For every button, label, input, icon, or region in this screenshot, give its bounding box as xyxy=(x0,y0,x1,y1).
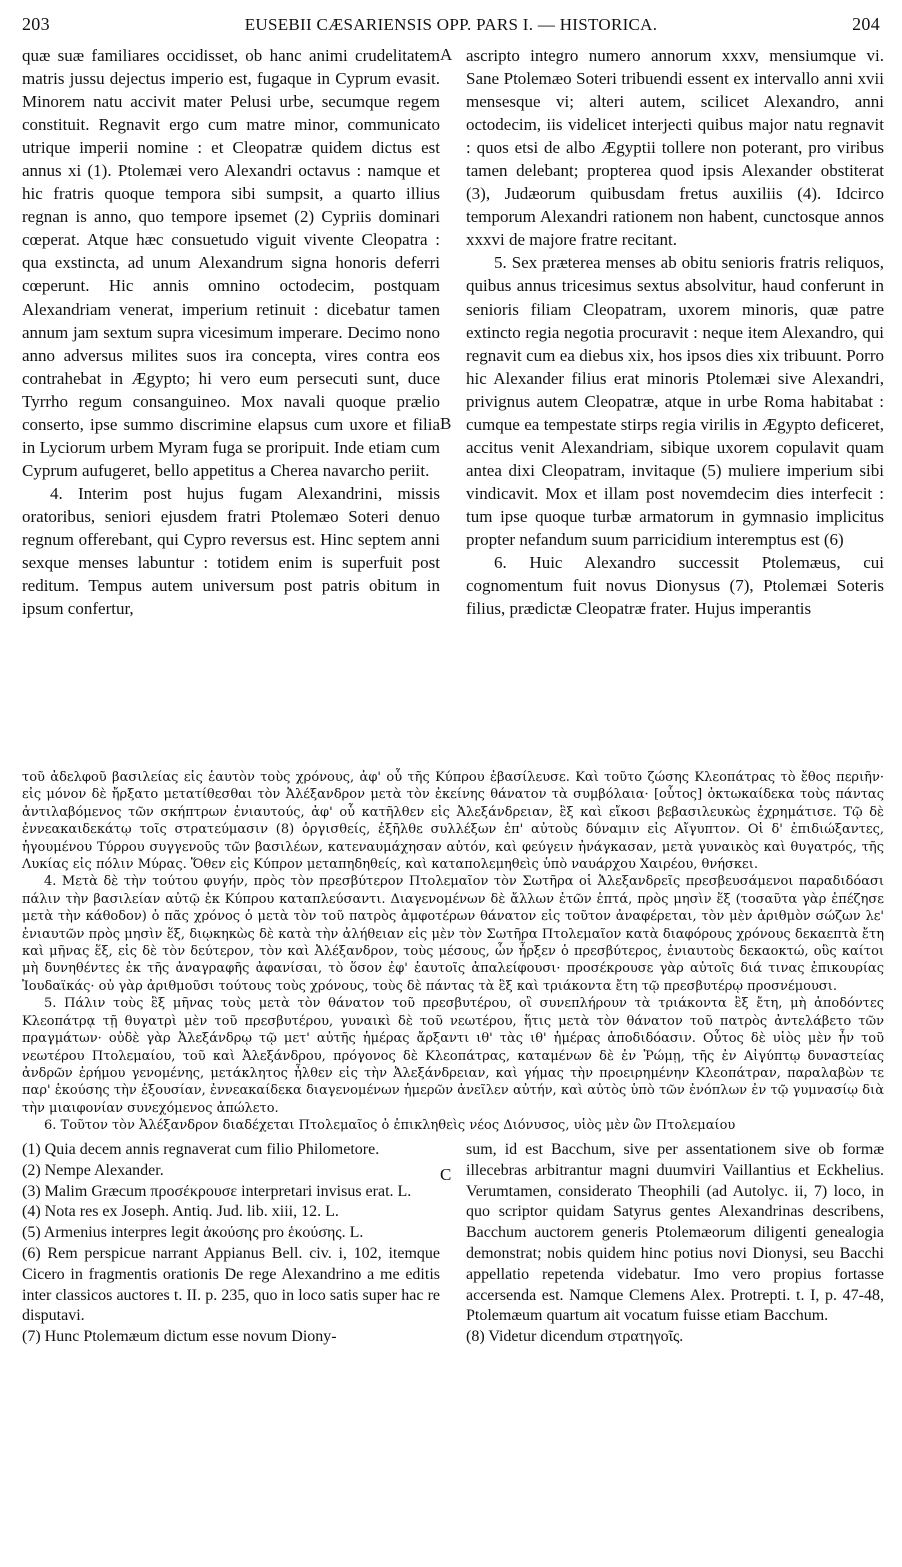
margin-letter-a: A xyxy=(440,45,453,64)
greek-paragraph: 5. Πάλιν τοὺς ἓξ μῆνας τοὺς μετὰ τὸν θάνατον τοῦ πρεσβυτέρου, οἳ συνεπλήρουν τὰ τριάκοντα ἓξ ἔτη, μὴ ἀποδόντες Κλεοπάτρᾳ τῇ θυγατρὶ μὲν τοῦ πρεσβυτέρου, γυναικὶ δὲ τοῦ νεωτέρου, ἥτις μετὰ τὸν θάνατον τοῦ πατρὸς ἀντελάβετο τῶν πραγμάτων· οὐδὲ γὰρ Ἀλεξάνδρῳ τῷ μετ' αὐτῆς ἡμέρας ἄρξαντι ιθ' τὰς ιθ' ἡμέρας ἀποδιδόασιν. Οὗτος δὲ υἱὸς μὲν ἦν τοῦ νεωτέρου Πτολεμαίου, τοῦ καὶ Ἀλεξάνδρου, πρόγονος δὲ Κλεοπάτρας, καταμένων δὲ ἐν Ῥώμῃ, τῆς ἐν Αἰγύπτῳ δυναστείας ἀνδρῶν ἐρήμου γενομένης, μετάκλητος ἦλθεν εἰς τὴν Ἀλεξάνδρειαν, καὶ γήμας τὴν προειρημένην Κλεοπάτραν, παραλαβὼν τε παρ' ἑκούσης τὴν ἐξουσίαν, ἐννεακαίδεκα διαγενομένων ἡμερῶν ἀνεῖλεν αὐτήν, καὶ αὐτὸς ὑπὸ τῶν ἐνόπλων ἐν τῷ γυμνασίῳ διὰ τὴν μιαιφονίαν συνεχόμενος ἀπώλετο. xyxy=(22,996,884,1116)
footnote: (5) Armenius interpres legit ἀκούσης pro ἑκούσης. L. xyxy=(22,1224,364,1242)
greek-text xyxy=(22,769,884,1135)
footnote: (1) Quia decem annis regnaverat cum filio Philometore. xyxy=(22,1141,380,1158)
greek-paragraph: 4. Μετὰ δὲ τὴν τούτου φυγήν, πρὸς τὸν πρεσβύτερον Πτολεμαῖον τὸν Σωτῆρα οἱ Ἀλεξανδρεῖς πρεσβευσάμενοι παραδιδόασι πάλιν τὴν βασιλείαν αὐτῷ ἐκ Κύπρου καταπλεύσαντι. Διαγενομένων δὲ ἄλλων ἐτῶν ἑπτά, πρὸς μησὶν ἕξ (τοσαῦτα γὰρ ἐπέζησε μετὰ τὴν κάθοδον) ὁ πᾶς χρόνος ὁ μετὰ τὸν τοῦ πατρὸς ἀμφοτέρων θάνατον εἰς τοῦτον ἀναφέρεται, τὸν μὲν ἀριθμὸν σώζων λε' ἐνιαυτῶν πρὸς μησὶν ἕξ, διῳκηκὼς δὲ κατὰ τὴν ἀλήθειαν εἰς μὲν τὸν Σωτῆρα Πτολεμαῖον κατὰ διαφόρους χρόνους δεκαεπτὰ ἔτη καὶ μῆνας ἕξ, εἰς δὲ τὸν δεύτερον, τὸν καὶ Ἀλέξανδρον, τοὺς μέσους, ὧν ἦρξεν ὁ πρεσβύτερος, ἐνιαυτοὺς δεκαοκτώ, οὓς καίτοι μὴ δυνηθέντες ἐκ τῆς ἀναγραφῆς ἀφανίσαι, τὸ ὅσον ἐφ' ἑαυτοῖς ἀπαλείφουσι· προσέκρουσε γὰρ αὐτοῖς διά τινας ἐπικουρίας Ἰουδαϊκάς· οὐ γὰρ ἀριθμοῦσι τούτους τοὺς χρόνους, τοὺς δὲ πάντας τὰ ἓξ καὶ τριάκοντα ἔτη τῷ πρεσβυτέρῳ προσνέμουσι. xyxy=(22,874,884,994)
greek-paragraph: 6. Τοῦτον τὸν Ἀλέξανδρον διαδέχεται Πτολεμαῖος ὁ ἐπικληθεὶς νέος Διόνυσος, υἱὸς μὲν ὢν Πτολεμαίου xyxy=(44,1118,736,1134)
footnotes-column-right xyxy=(466,1140,884,1348)
margin-letter-b: B xyxy=(440,414,452,433)
footnotes xyxy=(22,1140,884,1348)
running-title: EUSEBII CÆSARIENSIS OPP. PARS I. — HISTORICA. xyxy=(244,15,658,34)
latin-right-paragraph: 6. Huic Alexandro successit Ptolemæus, cui cognomentum fuit novus Dionysus (7), Ptolemæi Soteris filius, prædictæ Cleopatræ frater. Hujus imperantis xyxy=(466,553,884,619)
page-number-left: 203 xyxy=(22,14,50,34)
footnote: (4) Nota res ex Joseph. Antiq. Jud. lib. xiii, 12. L. xyxy=(22,1203,339,1221)
footnote: sum, id est Bacchum, sive per assentationem sive ob formæ illecebras arbitrantur magni duumviri Vaillantius et Eckhelius. Verumtamen, considerato Theophili (ad Autolyc. ii, 7) loco, in quo scriptor quidam Satyrus gentes Alexandrinas describens, Bacchum auctorem generis Ptolemæorum diligenti genealogia demonstrat; nobis quidem hinc potius novi Dionysi, seu Bacchi appellatio repetenda videbatur. Imo vero propius fortasse accersenda est. Namque Clemens Alex. Protrepti. t. I, p. 47-48, Ptolemæum quartum ait vocatum fuisse etiam Bacchum. xyxy=(466,1141,884,1325)
footnote: (3) Malim Græcum προσέκρουσε interpretari invisus erat. L. xyxy=(22,1182,412,1200)
footnote: (7) Hunc Ptolemæum dictum esse novum Diony- xyxy=(22,1328,337,1346)
latin-text xyxy=(22,44,884,620)
latin-column-right xyxy=(466,44,884,620)
footnotes-column-left xyxy=(22,1140,440,1348)
margin-letter-c: C xyxy=(440,1165,452,1184)
footnote: (2) Nempe Alexander. xyxy=(22,1161,164,1179)
greek-paragraph: τοῦ ἀδελφοῦ βασιλείας εἰς ἑαυτὸν τοὺς χρόνους, ἀφ' οὗ τῆς Κύπρου ἐβασίλευσε. Καὶ τοῦτο ζώσης Κλεοπάτρας τὸ ἔθος περιῆν· εἰς μόνον δὲ ἤρξατο μετατίθεσθαι τὸν Ἀλέξανδρον μετὰ τὸν ἐκείνης θάνατον τὰ συμβόλαια· [οὗτος] ὀκτωκαίδεκα τοὺς πάντας ἀντιλαβόμενος τῶν σκήπτρων ἐνιαυτούς, ἀφ' οὗ κατῆλθεν εἰς Ἀλεξάνδρειαν, ἓξ καὶ εἴκοσι βεβασιλευκὼς ἐχρημάτισε. Τῷ δὲ ἐννεακαιδεκάτῳ τοῖς στρατεύμασιν (8) ὀργισθείς, ἐξῆλθε συλλέξων ἐπ' αὐτοὺς δύναμιν εἰς Αἴγυπτον. Οἱ δ' ἐπιδιώξαντες, ἡγουμένου Τύρρου συγγενοῦς τῶν βασιλέων, κατεναυμάχησαν αὐτόν, καὶ φεύγειν ἠνάγκασαν, μετὰ γυναικὸς καὶ θυγατρός, τῆς Λυκίας εἰς πόλιν Μύρας. Ὅθεν εἰς Κύπρον μεταπηδηθείς, καὶ καταπολεμηθεὶς ὑπὸ ναυάρχου Χαιρέου, θνήσκει. xyxy=(22,770,884,873)
latin-left-paragraph: 4. Interim post hujus fugam Alexandrini, missis oratoribus, seniori ejusdem fratri Ptolemæo Soteri denuo regnum offerebant, qui Cypro reversus est. Hinc septem anni sexque menses labuntur : totidem enim is superfuit post reditum. Tempus autem universum post patris obitum in ipsum confertur, xyxy=(22,483,440,619)
running-header xyxy=(22,14,880,36)
latin-column-left xyxy=(22,44,440,620)
footnote: (8) Videtur dicendum στρατηγοῖς. xyxy=(466,1328,684,1346)
latin-right-paragraph: ascripto integro numero annorum xxxv, mensiumque vi. Sane Ptolemæo Soteri tribuendi essent ex intervallo anni xvii mensesque vi; alteri autem, scilicet Alexandro, anni octodecim, iis videlicet interjecti quibus major natu regnavit : quos etsi de albo Ægyptii tollere non poterant, pro viribus tamen delebant; propterea quod ipsis Alexander obstiterat (3), Judæorum quibusdam fretus auxiliis (4). Idcirco temporum Alexandri rationem non habent, cunctosque annos xxxvi de majore fratre recitant. xyxy=(466,46,884,250)
page-number-right: 204 xyxy=(852,14,880,34)
footnote: (6) Rem perspicue narrant Appianus Bell. civ. i, 102, itemque Cicero in fragmentis orationis De rege Alexandrino a me editis inter classicos auctores t. II. p. 235, quo in loco satis super hac re disputavi. xyxy=(22,1244,440,1325)
latin-left-paragraph: quæ suæ familiares occidisset, ob hanc animi crudelitatem matris jussu dejectus imperio est, fugaque in Cyprum evasit. Minorem natu accivit mater Pelusi urbe, secumque regem constituit. Regnavit ergo cum matre minor, communicato utrique imperii nomine : et Cleopatræ quidem dictus est annus xi (1). Ptolemæi vero Alexandri octavus : namque et hic fratris quoque tempora sibi sumpsit, a quarto illius regnan is anno, quo tempore ipsemet (2) Cypriis dominari cœperat. Atque hæc consuetudo viguit vivente Cleopatra : qua exstincta, ad unum Alexandrum signa honoris deferri cœperunt. Hic annis omnino octodecim, postquam Alexandriam venerat, imperium retinuit : dicebatur tamen annum jam sextum supra vicesimum imperare. Decimo nono anno adversus milites suos ira concepta, vires contra eos contrahebat in Ægypto; hi vero eum persecuti sunt, duce Tyrrho regum consanguineo. Mox navali quoque prælio conserto, ipse summo discrimine elapsus cum uxore et filia in Lyciorum urbem Myram fuga se proripuit. Inde etiam cum Cyprum aufugeret, bello appetitus a Cherea navarcho periit. xyxy=(22,46,440,480)
latin-right-paragraph: 5. Sex præterea menses ab obitu senioris fratris reliquos, quibus annus tricesimus sextus absolvitur, haud conferunt in senioris filiam Cleopatram, uxorem minoris, quæ patre extincto regia negotia procuravit : neque item Alexandro, qui regnavit cum ea diebus xix, hos ipsos dies xix tribuunt. Porro hic Alexander filius erat minoris Ptolemæi sive Alexandri, privignus autem Cleopatræ, atque in urbe Roma habitabat : cumque ea tempestate stirps regia virilis in Ægypto deficeret, accitus venit Alexandriam, sibique uxorem copulavit quam antea dixi Cleopatram, invitaque (5) muliere imperium sibi vindicavit. Mox et illam post novemdecim dies interfecit : tum ipse quoque turbæ armatorum in gymnasio implicitus propter nefandum suum parricidium interemptus est (6) xyxy=(466,253,884,549)
